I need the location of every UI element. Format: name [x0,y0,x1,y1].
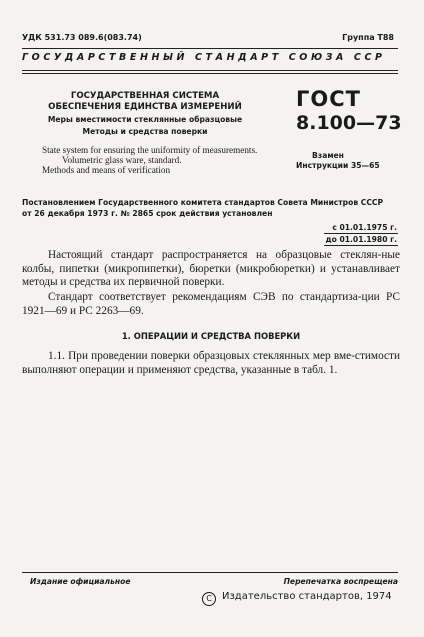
copyright-line [202,591,392,606]
footer-rule [22,572,398,573]
decree-text [22,198,402,219]
paragraph-scope-text: Настоящий стандарт распространяется на образцовые стеклян-ные колбы, пипетки (микропипетки), бюретки (микробюретки) и устанавливает методы и средства их первичной поверки. [22,249,400,289]
standard-banner: ГОСУДАРСТВЕННЫЙ СТАНДАРТ СОЮЗА ССР [22,52,386,63]
decree-line1: Постановлением Государственного комитета стандартов Совета Министров СССР [22,198,384,207]
system-title [30,91,260,113]
subtitle-line1: Меры вместимости стеклянные образцовые [47,115,243,124]
system-title-line2: ОБЕСПЕЧЕНИЯ ЕДИНСТВА ИЗМЕРЕНИЙ [48,102,242,112]
banner-rule-2 [22,73,398,74]
system-title-line1: ГОСУДАРСТВЕННАЯ СИСТЕМА [70,91,220,101]
english-title [42,145,282,175]
date-to: до 01.01.1980 г. [325,235,397,244]
english-title-line1: State system for ensuring the uniformity of measurements. [42,145,258,155]
group-code: Группа Т88 [342,33,394,42]
subtitle-line2: Методы и средства поверки [82,127,208,136]
standard-subtitle [30,114,260,138]
gost-number: 8.100—73 [296,112,402,134]
copyright-text: Издательство стандартов, 1974 [222,591,392,602]
paragraph-scope [22,249,400,290]
paragraph-1-1-text: 1.1. При проведении поверки образцовых стеклянных мер вме-стимости выполняют операции и применяют средства, указанные в табл. 1. [22,350,400,376]
decree-line2: от 26 декабря 1973 г. № 2865 срок действия установлен [22,208,273,218]
banner-rule-1 [22,70,398,71]
english-title-line2: Volumetric glass ware, standard. [62,155,182,165]
udc-code: УДК 531.73 089.6(083.74) [22,33,142,42]
copyright-icon: C [202,592,216,606]
replacement-note [296,151,380,171]
replacement-label: Взамен [312,151,344,160]
official-edition: Издание официальное [30,577,131,586]
gost-label: ГОСТ [296,87,361,111]
english-title-line3: Methods and means of verification [42,165,171,175]
top-rule [22,48,398,49]
validity-dates [324,222,398,246]
reprint-prohibited: Перепечатка воспрещена [283,577,398,586]
paragraph-compliance [22,291,400,318]
paragraph-1-1 [22,350,400,377]
replacement-value: Инструкции 35—65 [296,161,380,170]
paragraph-compliance-text: Стандарт соответствует рекомендациям СЭВ по стандартиза-ции РС 1921—69 и РС 2263—69. [22,291,400,317]
date-from: с 01.01.1975 г. [324,222,398,234]
section-heading: 1. ОПЕРАЦИИ И СРЕДСТВА ПОВЕРКИ [121,331,301,341]
